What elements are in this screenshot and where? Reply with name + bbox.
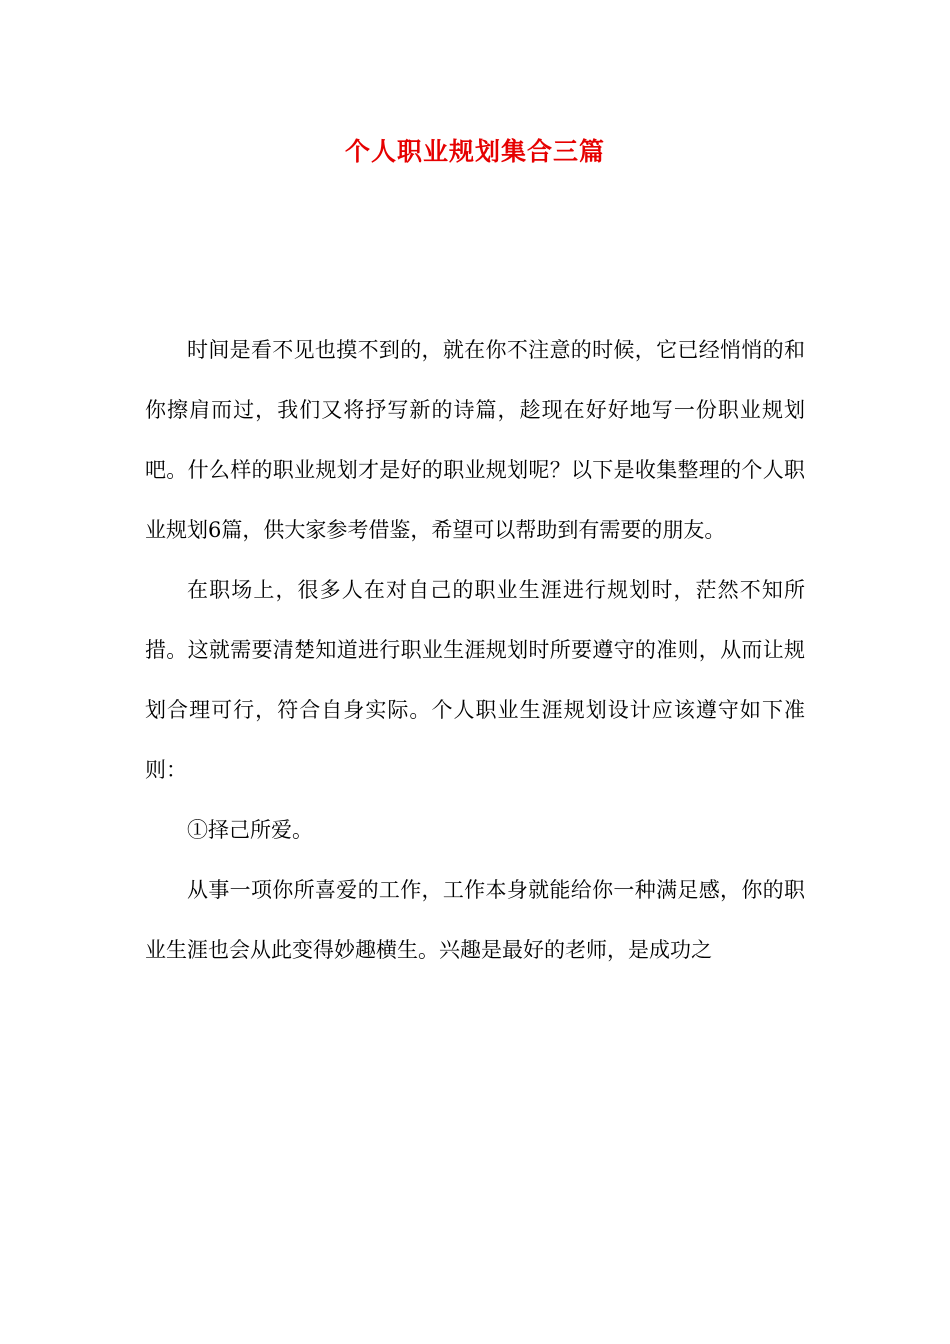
document-title: 个人职业规划集合三篇 <box>344 137 605 166</box>
paragraph-item-1: ①择己所爱。 <box>187 818 313 842</box>
paragraph-principles: 在职场上，很多人在对自己的职业生涯进行规划时，茫然不知所措。这就需要清楚知道进行职业生涯规划时所要遵守的准则，从而让规划合理可行，符合自身实际。个人职业生涯规划设计应该遵守如下准则： <box>145 578 805 782</box>
paragraph-interest: 从事一项你所喜爱的工作，工作本身就能给你一种满足感，你的职业生涯也会从此变得妙趣横生。兴趣是最好的老师，是成功之 <box>145 878 805 962</box>
paragraph-intro: 时间是看不见也摸不到的，就在你不注意的时候，它已经悄悄的和你擦肩而过，我们又将抒写新的诗篇，趁现在好好地写一份职业规划吧。什么样的职业规划才是好的职业规划呢？以下是收集整理的个人职业规划6篇，供大家参考借鉴，希望可以帮助到有需要的朋友。 <box>145 338 805 542</box>
document-body <box>145 320 805 980</box>
